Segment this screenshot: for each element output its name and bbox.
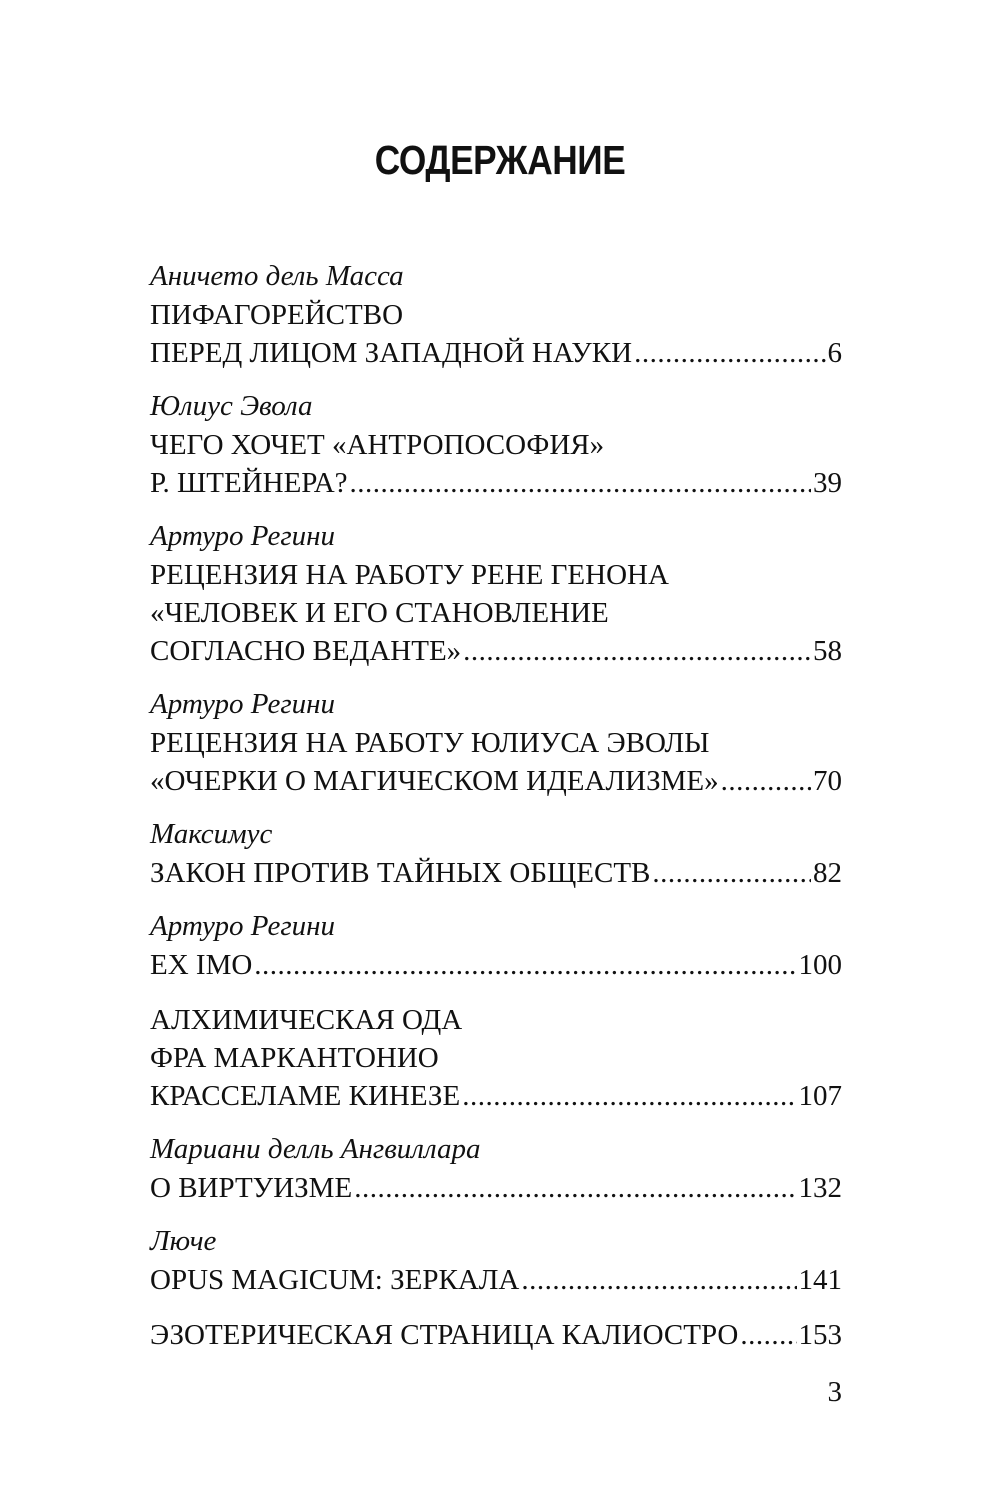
toc-entry-author: Артуро Регини <box>150 688 336 720</box>
page-title: СОДЕРЖАНИЕ <box>374 137 626 183</box>
toc-entry-author: Аничето дель Масса <box>150 260 404 292</box>
toc-entry-title-line <box>150 1077 842 1115</box>
toc-entry-title-line <box>150 1261 842 1299</box>
toc-entry-page: 6 <box>827 337 842 369</box>
toc-entry-page: 132 <box>798 1172 842 1204</box>
toc-entry-author: Люче <box>150 1225 217 1257</box>
page-number: 3 <box>827 1376 842 1408</box>
toc-entry-page: 39 <box>813 467 842 499</box>
toc-entry-title-line <box>150 632 842 670</box>
toc-entry-title-text: ЗАКОН ПРОТИВ ТАЙНЫХ ОБЩЕСТВ <box>150 857 651 889</box>
toc-entry-title-text: КРАССЕЛАМЕ КИНЕЗЕ <box>150 1080 461 1112</box>
dot-leader <box>521 1261 796 1299</box>
toc-entry <box>150 909 842 984</box>
toc-entry-title-line: РЕЦЕНЗИЯ НА РАБОТУ ЮЛИУСА ЭВОЛЫ <box>150 727 710 759</box>
dot-leader <box>462 1077 796 1115</box>
toc-entry-title-line: ЧЕГО ХОЧЕТ «АНТРОПОСОФИЯ» <box>150 429 605 461</box>
toc-entry-author: Максимус <box>150 818 273 850</box>
toc-entry-title-line <box>150 946 842 984</box>
toc-entry <box>150 1001 842 1115</box>
toc-entry-title-text: «ОЧЕРКИ О МАГИЧЕСКОМ ИДЕАЛИЗМЕ» <box>150 765 719 797</box>
dot-leader <box>463 632 811 670</box>
toc-entry-title-line <box>150 464 842 502</box>
dot-leader <box>721 762 811 800</box>
toc-entry-title-text: ПЕРЕД ЛИЦОМ ЗАПАДНОЙ НАУКИ <box>150 337 633 369</box>
toc-entry <box>150 687 842 800</box>
toc-entry-title-line: «ЧЕЛОВЕК И ЕГО СТАНОВЛЕНИЕ <box>150 597 609 629</box>
dot-leader <box>634 334 825 372</box>
toc-entry-title-line: АЛХИМИЧЕСКАЯ ОДА <box>150 1004 463 1036</box>
toc-entry-title-text: EX IMO <box>150 949 253 981</box>
dot-leader <box>740 1316 796 1354</box>
toc-entry-title-line <box>150 1169 842 1207</box>
toc-entry-title-line: ПИФАГОРЕЙСТВО <box>150 299 404 331</box>
toc-entry-title-text: СОГЛАСНО ВЕДАНТЕ» <box>150 635 462 667</box>
toc-entry-title-line: РЕЦЕНЗИЯ НА РАБОТУ РЕНЕ ГЕНОНА <box>150 559 669 591</box>
toc-entry-title-text: ЭЗОТЕРИЧЕСКАЯ СТРАНИЦА КАЛИОСТРО <box>150 1319 739 1351</box>
toc-entry <box>150 1224 842 1299</box>
toc-entry-title-text: О ВИРТУИЗМЕ <box>150 1172 353 1204</box>
table-of-contents <box>150 259 842 1371</box>
dot-leader <box>354 1169 796 1207</box>
toc-entry <box>150 1316 842 1354</box>
toc-entry-page: 100 <box>798 949 842 981</box>
toc-entry-author: Артуро Регини <box>150 520 336 552</box>
toc-entry <box>150 519 842 670</box>
toc-entry-author: Артуро Регини <box>150 910 336 942</box>
toc-entry-page: 153 <box>798 1319 842 1351</box>
toc-entry-page: 82 <box>813 857 842 889</box>
toc-entry <box>150 389 842 502</box>
dot-leader <box>652 854 811 892</box>
toc-entry-author: Мариани делль Ангвиллара <box>150 1133 481 1165</box>
toc-entry-page: 141 <box>798 1264 842 1296</box>
toc-entry-page: 70 <box>813 765 842 797</box>
toc-entry-title-line <box>150 762 842 800</box>
toc-entry-page: 58 <box>813 635 842 667</box>
toc-entry-page: 107 <box>798 1080 842 1112</box>
toc-entry-author: Юлиус Эвола <box>150 390 313 422</box>
dot-leader <box>350 464 811 502</box>
dot-leader <box>254 946 796 984</box>
toc-entry-title-line <box>150 854 842 892</box>
toc-entry <box>150 259 842 372</box>
toc-entry-title-text: Р. ШТЕЙНЕРА? <box>150 467 348 499</box>
toc-entry-title-line: ФРА МАРКАНТОНИО <box>150 1042 439 1074</box>
toc-entry-title-line <box>150 334 842 372</box>
toc-entry-title-text: OPUS MAGICUM: ЗЕРКАЛА <box>150 1264 520 1296</box>
toc-entry <box>150 1132 842 1207</box>
toc-entry-title-line <box>150 1316 842 1354</box>
toc-entry <box>150 817 842 892</box>
